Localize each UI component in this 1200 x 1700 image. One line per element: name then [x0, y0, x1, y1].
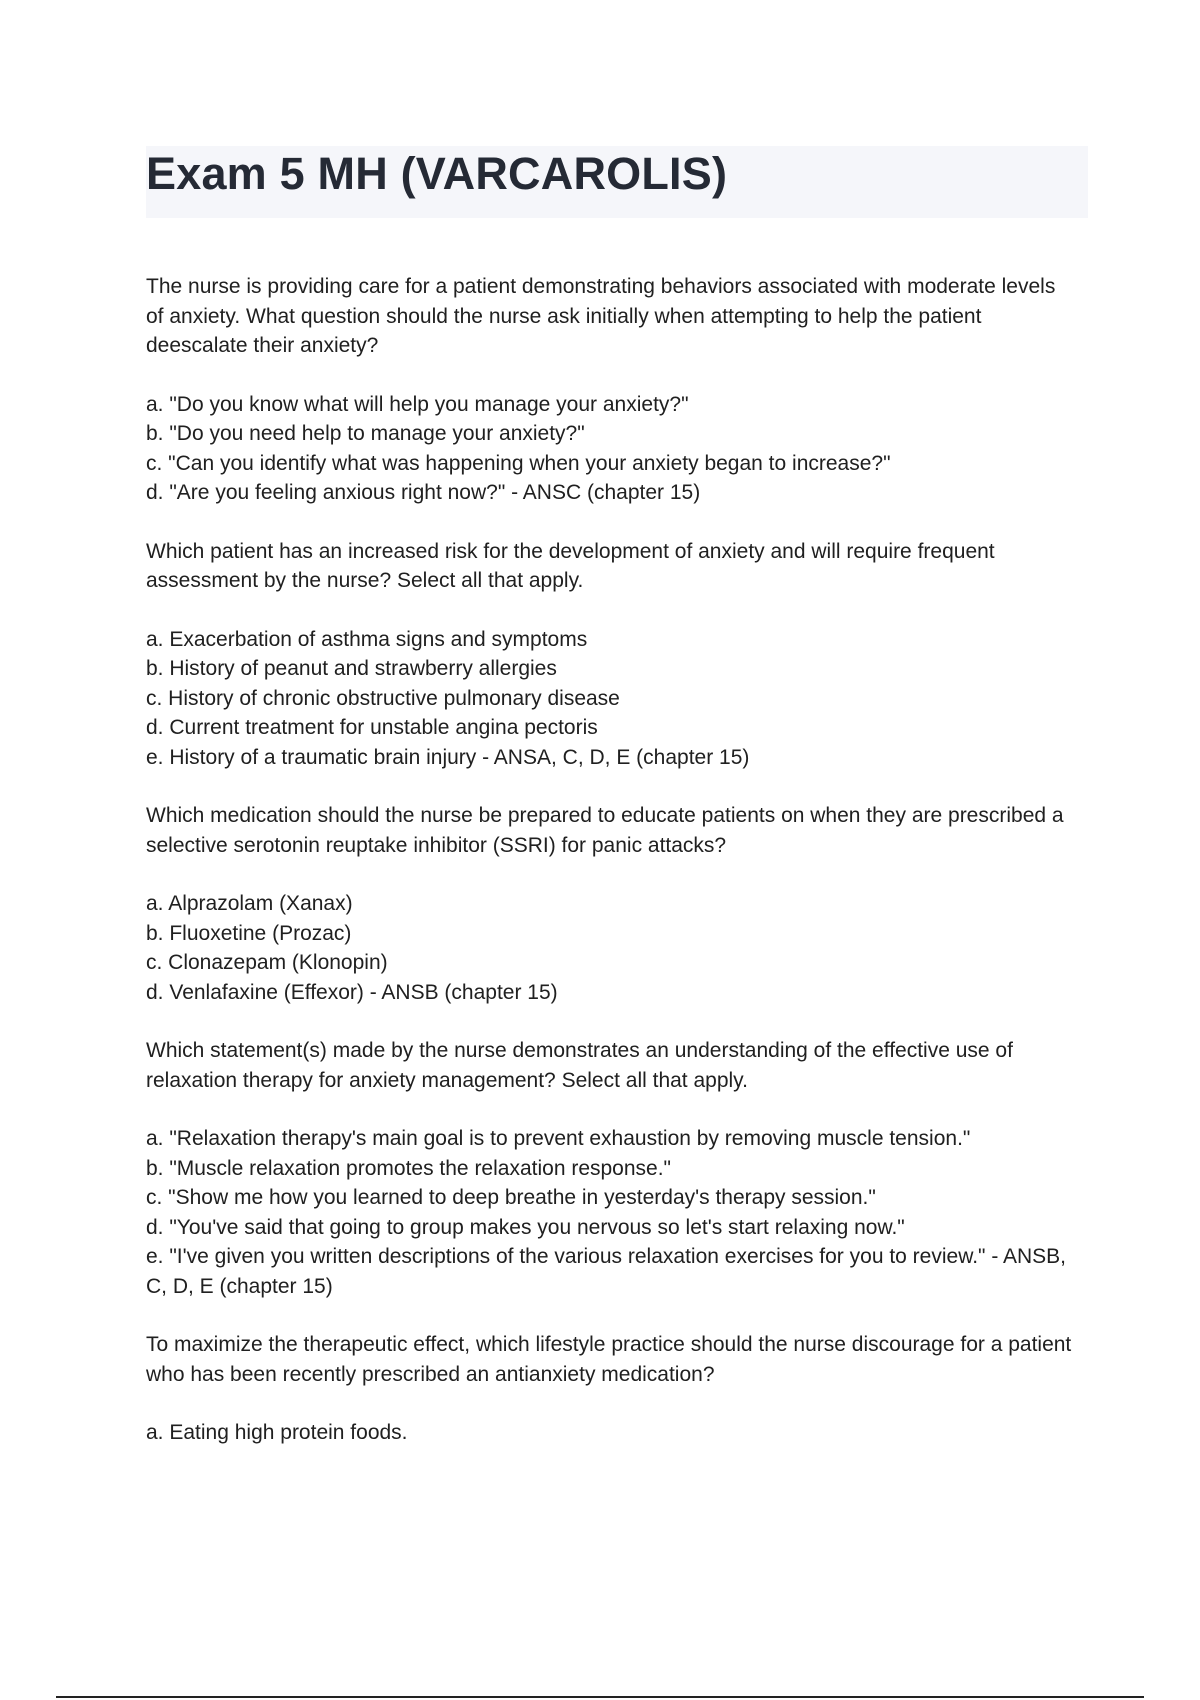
question-block — [146, 1330, 1076, 1448]
answer-options — [146, 625, 1076, 773]
answer-option: b. "Do you need help to manage your anxiety?" — [146, 422, 585, 445]
answer-options — [146, 390, 1076, 508]
answer-option: a. "Do you know what will help you manage your anxiety?" — [146, 392, 689, 416]
question-stem: Which statement(s) made by the nurse demonstrates an understanding of the effective use of relaxation therapy for anxiety management? Select all that apply. — [146, 1039, 1013, 1092]
question-stem: To maximize the therapeutic effect, which lifestyle practice should the nurse discourage for a patient who has been recently prescribed an antianxiety medication? — [146, 1333, 1072, 1386]
answer-option: b. Fluoxetine (Prozac) — [146, 921, 352, 945]
answer-options — [146, 1418, 1076, 1448]
answer-option: a. Eating high protein foods. — [146, 1421, 408, 1444]
question-list — [146, 272, 1076, 1477]
answer-option: c. History of chronic obstructive pulmonary disease — [146, 686, 620, 710]
answer-option: d. "You've said that going to group makes you nervous so let's start relaxing now." — [146, 1215, 905, 1239]
question-block — [146, 272, 1076, 508]
answer-option: a. Exacerbation of asthma signs and symptoms — [146, 627, 588, 651]
answer-option: a. "Relaxation therapy's main goal is to prevent exhaustion by removing muscle tension." — [146, 1127, 971, 1150]
answer-option: c. Clonazepam (Klonopin) — [146, 951, 388, 974]
answer-option: b. "Muscle relaxation promotes the relaxation response." — [146, 1156, 672, 1180]
answer-option: d. Venlafaxine (Effexor) - ANSB (chapter 15) — [146, 980, 558, 1004]
question-block — [146, 1036, 1076, 1301]
question-block — [146, 801, 1076, 1007]
question-block — [146, 537, 1076, 773]
answer-option: c. "Show me how you learned to deep breathe in yesterday's therapy session." — [146, 1186, 876, 1209]
answer-option: b. History of peanut and strawberry allergies — [146, 657, 557, 680]
answer-option: d. Current treatment for unstable angina pectoris — [146, 716, 598, 739]
answer-option: d. "Are you feeling anxious right now?" - ANSC (chapter 15) — [146, 481, 701, 504]
answer-option: c. "Can you identify what was happening when your anxiety began to increase?" — [146, 451, 891, 475]
answer-option: e. "I've given you written descriptions of the various relaxation exercises for you to review." - ANSB, C, D, E (chapter 15) — [146, 1245, 1067, 1298]
footer-divider — [56, 1696, 1144, 1698]
answer-option: e. History of a traumatic brain injury - ANSA, C, D, E (chapter 15) — [146, 745, 750, 769]
question-stem: Which medication should the nurse be prepared to educate patients on when they are prescribed a selective serotonin reuptake inhibitor (SSRI) for panic attacks? — [146, 804, 1064, 857]
answer-options — [146, 889, 1076, 1007]
question-stem: The nurse is providing care for a patient demonstrating behaviors associated with moderate levels of anxiety. What question should the nurse ask initially when attempting to help the patient deescalate their anxiety? — [146, 275, 1056, 357]
question-stem: Which patient has an increased risk for the development of anxiety and will require frequent assessment by the nurse? Select all that apply. — [146, 539, 995, 592]
answer-option: a. Alprazolam (Xanax) — [146, 892, 353, 915]
document-title: Exam 5 MH (VARCAROLIS) — [146, 148, 728, 199]
answer-options — [146, 1124, 1076, 1301]
